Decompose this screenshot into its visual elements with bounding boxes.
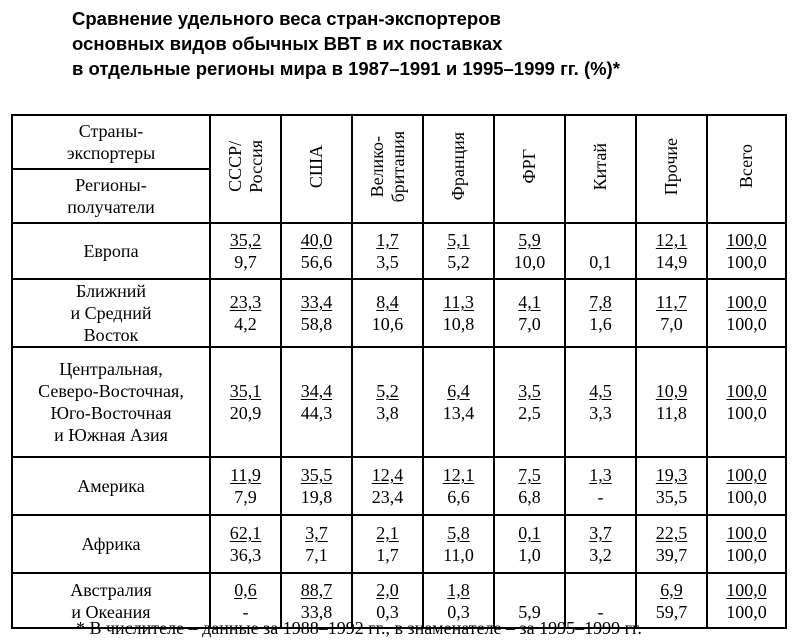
denominator-value: - (597, 487, 604, 507)
value-cell (210, 515, 281, 573)
numerator-value: 33,4 (300, 292, 333, 312)
denominator-value: 100,0 (726, 487, 767, 507)
numerator-value: 0,6 (234, 579, 257, 600)
numerator-value: 35,2 (229, 230, 262, 250)
denominator-value: 100,0 (726, 403, 767, 423)
denominator-value: 4,2 (234, 314, 257, 334)
numerator-value: 12,4 (371, 465, 404, 485)
title-line-3: в отдельные регионы мира в 1987–1991 и 1995–1999 гг. (%)* (72, 58, 620, 79)
numerator-value: 2,1 (376, 523, 399, 543)
numerator-value: 1,7 (376, 230, 399, 250)
col-header: ФРГ (494, 115, 565, 223)
numerator-value: 11,7 (656, 292, 687, 312)
numerator-value: 7,8 (589, 292, 612, 312)
denominator-value: 3,5 (376, 252, 399, 272)
numerator-value: 35,1 (229, 381, 262, 401)
denominator-value: 3,2 (589, 545, 612, 565)
numerator-value: 12,1 (442, 465, 475, 485)
table-row (12, 457, 786, 515)
denominator-value: 58,8 (300, 314, 333, 334)
denominator-value: 10,6 (371, 314, 404, 334)
numerator-value: 88,7 (300, 579, 333, 600)
value-cell (565, 515, 636, 573)
numerator-value (495, 579, 564, 601)
numerator-value: 6,4 (447, 381, 470, 401)
value-cell (281, 279, 352, 347)
denominator-value: 11,8 (656, 403, 687, 423)
denominator-value: 13,4 (442, 403, 475, 423)
denominator-value: 0,3 (376, 601, 399, 622)
numerator-value: 22,5 (655, 523, 688, 543)
numerator-value: 3,7 (305, 523, 328, 543)
numerator-value: 10,9 (655, 381, 688, 401)
header-row (12, 115, 786, 169)
numerator-value: 40,0 (300, 230, 333, 250)
denominator-value: 100,0 (726, 252, 767, 272)
denominator-value: 6,6 (447, 487, 470, 507)
denominator-value: 7,0 (660, 314, 683, 334)
numerator-value: 34,4 (300, 381, 333, 401)
value-cell (423, 223, 494, 279)
numerator-value: 100,0 (726, 523, 767, 543)
value-cell (210, 457, 281, 515)
region-cell: Европа (12, 223, 210, 279)
denominator-value: 3,3 (589, 403, 612, 423)
denominator-value: 100,0 (726, 314, 767, 334)
denominator-value: 39,7 (655, 545, 688, 565)
numerator-value: 2,0 (376, 579, 399, 600)
value-cell (707, 347, 786, 457)
numerator-value: 11,3 (443, 292, 474, 312)
value-cell (636, 279, 707, 347)
col-header: Франция (423, 115, 494, 223)
denominator-value: 10,0 (513, 252, 546, 272)
denominator-value: 7,9 (234, 487, 257, 507)
numerator-value: 5,9 (518, 230, 541, 250)
denominator-value: 44,3 (300, 403, 333, 423)
value-cell (352, 223, 423, 279)
numerator-value: 3,7 (589, 523, 612, 543)
numerator-value: 100,0 (726, 465, 767, 485)
regions-header: Регионы- получатели (12, 169, 210, 223)
denominator-value: 1,0 (518, 545, 541, 565)
value-cell (707, 279, 786, 347)
region-cell: Америка (12, 457, 210, 515)
denominator-value: 6,8 (518, 487, 541, 507)
numerator-value: 1,8 (447, 579, 470, 600)
value-cell (352, 515, 423, 573)
denominator-value: 7,1 (305, 545, 328, 565)
col-header: Прочие (636, 115, 707, 223)
numerator-value: 100,0 (726, 381, 767, 401)
denominator-value: 35,5 (655, 487, 688, 507)
value-cell (565, 279, 636, 347)
numerator-value: 1,3 (589, 465, 612, 485)
denominator-value: 59,7 (655, 601, 688, 622)
value-cell (707, 457, 786, 515)
value-cell (352, 279, 423, 347)
region-cell: Ближний и Средний Восток (12, 279, 210, 347)
numerator-value: 0,1 (518, 523, 541, 543)
numerator-value: 19,3 (655, 465, 688, 485)
value-cell (636, 223, 707, 279)
title-line-1: Сравнение удельного веса стран-экспортеров (72, 8, 501, 29)
denominator-value: 7,0 (518, 314, 541, 334)
numerator-value: 6,9 (660, 579, 683, 600)
value-cell (210, 347, 281, 457)
value-cell (707, 515, 786, 573)
denominator-value: 100,0 (726, 601, 767, 622)
value-cell (494, 347, 565, 457)
region-cell: Африка (12, 515, 210, 573)
value-cell (636, 515, 707, 573)
denominator-value: 1,7 (376, 545, 399, 565)
value-cell (423, 515, 494, 573)
table-row (12, 515, 786, 573)
export-share-table (11, 114, 787, 629)
numerator-value: 12,1 (655, 230, 688, 250)
col-header: Китай (565, 115, 636, 223)
numerator-value: 100,0 (726, 579, 767, 600)
col-header: Всего (707, 115, 786, 223)
value-cell (565, 347, 636, 457)
numerator-value: 100,0 (726, 230, 767, 250)
denominator-value: 3,8 (376, 403, 399, 423)
table-row (12, 279, 786, 347)
region-cell: Центральная, Северо-Восточная, Юго-Восточная и Южная Азия (12, 347, 210, 457)
value-cell (352, 347, 423, 457)
value-cell (281, 223, 352, 279)
table-title (72, 6, 792, 81)
denominator-value: 56,6 (300, 252, 333, 272)
denominator-value: 23,4 (371, 487, 404, 507)
numerator-value: 23,3 (229, 292, 262, 312)
value-cell (494, 279, 565, 347)
col-header: США (281, 115, 352, 223)
region-cell: Австралия и Океания (12, 573, 210, 628)
table-row (12, 223, 786, 279)
denominator-value: 11,0 (443, 545, 474, 565)
col-header: СССР/ Россия (210, 115, 281, 223)
denominator-value: 100,0 (726, 545, 767, 565)
numerator-value (566, 579, 635, 601)
numerator-value: 62,1 (229, 523, 262, 543)
value-cell (281, 347, 352, 457)
value-cell (565, 457, 636, 515)
numerator-value: 8,4 (376, 292, 399, 312)
value-cell (210, 279, 281, 347)
denominator-value: 5,9 (518, 601, 541, 622)
value-cell (210, 223, 281, 279)
col-header: Велико- британия (352, 115, 423, 223)
numerator-value: 100,0 (726, 292, 767, 312)
denominator-value: 36,3 (229, 545, 262, 565)
numerator-value: 3,5 (518, 381, 541, 401)
value-cell (494, 457, 565, 515)
value-cell (352, 457, 423, 515)
denominator-value: 10,8 (442, 314, 475, 334)
numerator-value: 4,5 (589, 381, 612, 401)
value-cell (281, 515, 352, 573)
numerator-value: 35,5 (300, 465, 333, 485)
value-cell (423, 279, 494, 347)
footnote: * В числителе – данные за 1988–1992 гг., в знаменателе – за 1995–1999 гг. (76, 618, 642, 638)
value-cell (281, 457, 352, 515)
denominator-value: - (597, 601, 604, 622)
numerator-value: 5,1 (447, 230, 470, 250)
value-cell (636, 347, 707, 457)
value-cell (423, 347, 494, 457)
exporters-header: Страны- экспортеры (12, 115, 210, 169)
numerator-value (566, 229, 635, 251)
numerator-value: 4,1 (518, 292, 541, 312)
numerator-value: 7,5 (518, 465, 541, 485)
value-cell (423, 457, 494, 515)
denominator-value: 19,8 (300, 487, 333, 507)
denominator-value: 9,7 (234, 252, 257, 272)
numerator-value: 11,9 (230, 465, 261, 485)
numerator-value: 5,8 (447, 523, 470, 543)
denominator-value: 0,1 (589, 252, 612, 272)
denominator-value: 5,2 (447, 252, 470, 272)
denominator-value: 0,3 (447, 601, 470, 622)
value-cell (494, 223, 565, 279)
table-row (12, 347, 786, 457)
value-cell (494, 515, 565, 573)
denominator-value: 1,6 (589, 314, 612, 334)
value-cell (636, 457, 707, 515)
denominator-value: 14,9 (655, 252, 688, 272)
value-cell (707, 223, 786, 279)
denominator-value: 20,9 (229, 403, 262, 423)
numerator-value: 5,2 (376, 381, 399, 401)
denominator-value: 33,8 (300, 601, 333, 622)
denominator-value: 2,5 (518, 403, 541, 423)
title-line-2: основных видов обычных ВВТ в их поставках (72, 33, 503, 54)
value-cell (565, 223, 636, 279)
denominator-value: - (242, 601, 249, 622)
